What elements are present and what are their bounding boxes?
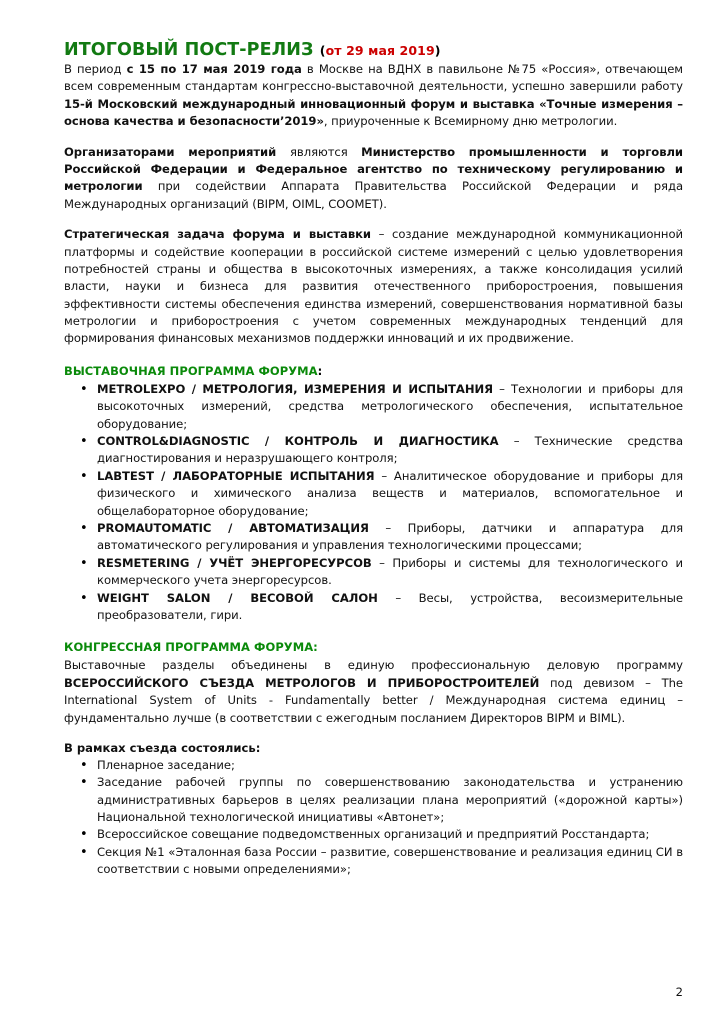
list-item-description: – Аналитическое оборудование и приборы для физического и химического анализа веществ и материалов, вспомогательное и общелабораторное оборудование; bbox=[97, 468, 683, 518]
paragraph-organizers bbox=[64, 144, 683, 214]
subheading-congress-events: В рамках съезда состоялись: bbox=[64, 740, 261, 755]
run-text-bold: Министерство промышленности и торговли Российской Федерации и Федеральное агентство по техническому регулированию и метрологии bbox=[64, 144, 684, 194]
run-text-bold: Организаторами мероприятий bbox=[64, 144, 290, 159]
list-item bbox=[64, 590, 683, 625]
list-item bbox=[64, 468, 683, 520]
list-item-name: RESMETERING / УЧЁТ ЭНЕРГОРЕСУРСОВ bbox=[97, 555, 372, 570]
list-item-name: PROMAUTOMATIC / АВТОМАТИЗАЦИЯ bbox=[97, 520, 369, 535]
page-number: 2 bbox=[675, 985, 683, 999]
run-text-bold: 15-й Московский международный инновационный форум и выставка «Точные измерения – основа качества и безопасности’2019» bbox=[64, 96, 683, 129]
paragraph-intro bbox=[64, 61, 683, 131]
run-text: в Москве на ВДНХ в павильоне №75 «Россия», отвечающем всем современным стандартам конгрессно-выставочной деятельности, успешно завершили работу bbox=[64, 62, 684, 94]
title-paren-close: ) bbox=[434, 43, 441, 58]
page-title-main: ИТОГОВЫЙ ПОСТ-РЕЛИЗ bbox=[64, 40, 314, 60]
run-text: В период bbox=[64, 62, 127, 76]
list-item-description: – Технические средства диагностирования и неразрушающего контроля; bbox=[97, 434, 683, 466]
paragraph-strategic-task bbox=[64, 226, 683, 348]
run-text: при содействии Аппарата Правительства Российской Федерации и ряда Международных организаций (BIPM, OIML, COOMET). bbox=[64, 179, 683, 211]
list-item-description: – Приборы, датчики и аппаратура для автоматического регулирования и управления технологическими процессами; bbox=[97, 520, 683, 553]
section-heading-exhibition bbox=[64, 364, 683, 378]
congress-events-list bbox=[64, 757, 683, 879]
list-item-name: WEIGHT SALON / ВЕСОВОЙ САЛОН bbox=[97, 590, 378, 605]
list-item-name: LABTEST / ЛАБОРАТОРНЫЕ ИСПЫТАНИЯ bbox=[97, 468, 375, 483]
paragraph-congress-body bbox=[64, 657, 683, 727]
run-text: – создание международной коммуникационной платформы и содействие кооперации в российской системе измерений с целью удовлетворения потребностей страны и общества в высокоточных измерениях, а также консолидация усилий власти, науки и бизнеса для развития отечественного приборостроения, повышения эффективности системы обеспечения единства измерений, совершенствования нормативной базы метрологии и приборостроения с учетом современных международных тенденций для формирования финансовых механизмов поддержки инноваций и их продвижение. bbox=[64, 227, 683, 346]
run-text-bold: ВСЕРОССИЙСКОГО СЪЕЗДА МЕТРОЛОГОВ И ПРИБОРОСТРОИТЕЛЕЙ bbox=[64, 675, 540, 690]
title-paren-open: ( bbox=[319, 43, 326, 58]
list-item: • Заседание рабочей группы по совершенствованию законодательства и устранению административных барьеров в целях реализации плана мероприятий («дорожной карты») Национальной технологической инициативы «Автонет»; bbox=[64, 774, 683, 826]
run-text: , приуроченные к Всемирному дню метрологии. bbox=[323, 114, 618, 129]
list-item-description: – Приборы и системы для технологического и коммерческого учета энергоресурсов. bbox=[97, 555, 683, 588]
list-item-name: METROLEXPO / МЕТРОЛОГИЯ, ИЗМЕРЕНИЯ И ИСПЫТАНИЯ bbox=[97, 381, 494, 396]
section-heading-colon: : bbox=[317, 363, 323, 378]
run-text: под девизом – The International System of Units - Fundamentally better / Международная система единиц – фундаментально лучше (в соответствии с ежегодным посланием Директоров BIPM и BIML). bbox=[64, 675, 683, 725]
list-item bbox=[64, 381, 683, 433]
page-title bbox=[64, 40, 683, 61]
run-text: Выставочные разделы объединены в единую профессиональную деловую программу bbox=[64, 658, 683, 673]
list-item-description: – Весы, устройства, весоизмерительные преобразователи, гири. bbox=[97, 590, 683, 622]
list-item bbox=[64, 555, 683, 590]
list-item: • Всероссийское совещание подведомственных организаций и предприятий Росстандарта; bbox=[64, 826, 683, 843]
section-heading-exhibition-label: ВЫСТАВОЧНАЯ ПРОГРАММА ФОРУМА bbox=[64, 363, 318, 378]
exhibition-program-list bbox=[64, 381, 683, 624]
run-text: являются bbox=[290, 144, 362, 159]
section-heading-congress: КОНГРЕССНАЯ ПРОГРАММА ФОРУМА: bbox=[64, 640, 318, 655]
list-item-description: – Технологии и приборы для высокоточных измерений, средства метрологического обеспечения, испытательное оборудование; bbox=[97, 381, 683, 431]
run-text-bold: с 15 по 17 мая 2019 года bbox=[126, 62, 302, 76]
title-date: от 29 мая 2019 bbox=[325, 43, 435, 58]
list-item bbox=[64, 520, 683, 555]
run-text-bold: Стратегическая задача форума и выставки bbox=[64, 227, 371, 242]
list-item: • Пленарное заседание; bbox=[64, 757, 683, 774]
list-item-name: CONTROL&DIAGNOSTIC / КОНТРОЛЬ И ДИАГНОСТИКА bbox=[97, 434, 499, 449]
list-item: • Секция №1 «Эталонная база России – развитие, совершенствование и реализация единиц СИ в соответствии с новыми определениями»; bbox=[64, 844, 683, 879]
list-item bbox=[64, 433, 683, 468]
